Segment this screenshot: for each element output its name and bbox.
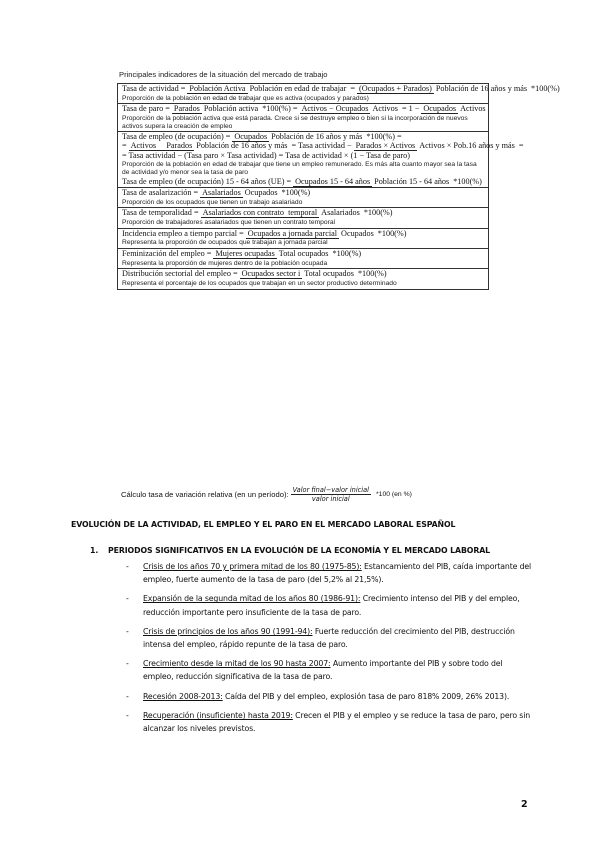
indicators-figure [117, 70, 560, 290]
employment-rate-formula: Tasa de empleo (de ocupación) = Ocupados Población de 16 años y más *100(%) = [122, 132, 402, 142]
part-time-block [118, 229, 488, 249]
formula-box [117, 83, 560, 290]
salaried-rate-description: Proporción de los ocupados que tienen un trabajo asalariado [122, 198, 303, 206]
salaried-rate-block [118, 188, 488, 208]
section-title: PERIODOS SIGNIFICATIVOS EN LA EVOLUCIÓN DE LA ECONOMÍA Y EL MERCADO LABORAL [108, 546, 491, 555]
part-time-formula: Incidencia empleo a tiempo parcial = Ocupados a jornada parcial Ocupados *100(%) [122, 228, 407, 238]
unemployment-rate-formula: Tasa de paro = Parados Población activa *100(%) = Activos − Ocupados Activos = 1 − Ocupados Activos [122, 104, 486, 114]
unemployment-rate-description: Proporción de la población activa que está parada. Crece si se destruye empleo o bien si la incorporación de nuevos activos supera la creación de empleo [122, 114, 468, 130]
feminization-formula: Feminización del empleo = Mujeres ocupadas Total ocupados *100(%) [122, 249, 362, 259]
activity-fraction-2: (Ocupados + Parados) Población de 16 años y más [359, 84, 528, 93]
temporality-rate-block [118, 208, 488, 228]
section-number: 1. [90, 546, 99, 555]
employment-rate-expansion: = Activos Parados Población de 16 años y más = Tasa actividad − Parados × Activos Activos × Pob.16 años y más = [122, 140, 524, 150]
variation-rate-label: Cálculo tasa de variación relativa (en un período): [121, 490, 289, 499]
temporality-rate-formula: Tasa de temporalidad = Asalariados con contrato temporal Asalariados *100(%) [122, 208, 393, 218]
list-item: - Crecimiento desde la mitad de los 90 hasta 2007: Aumento importante del PIB y sobre todo del empleo, reducción significativa de la tasa de paro. [126, 659, 503, 682]
feminization-block [118, 249, 488, 269]
employment-rate-description: Proporción de la población en edad de trabajar que tiene un empleo remunerado. Es más alta cuanto mayor sea la tasa de actividad y/o menor sea la tasa de paro [122, 161, 477, 176]
sectoral-formula: Distribución sectorial del empleo = Ocupados sector i Total ocupados *100(%) [122, 269, 387, 279]
list-item: - Crisis de principios de los años 90 (1991-94): Fuerte reducción del crecimiento del PIB, destrucción intensa del empleo, rápido repunte de la tasa de paro. [126, 626, 515, 650]
sectoral-block [118, 269, 488, 288]
sectoral-description: Representa el porcentaje de los ocupados que trabajan en un sector productivo determinado [122, 280, 397, 288]
list-item: - Recesión 2008-2013: Caída del PIB y del empleo, explosión tasa de paro 818% 2009, 26% 2013). [126, 691, 510, 701]
activity-fraction-1: Población Activa Población en edad de trabajar [189, 84, 347, 93]
employment-rate-block [118, 132, 524, 188]
activity-rate-label: Tasa de actividad = [122, 84, 186, 93]
feminization-description: Representa la proporción de mujeres dentro de la población ocupada [122, 259, 328, 267]
activity-rate-block [118, 84, 560, 104]
periods-list [126, 560, 534, 741]
temporality-rate-description: Proporción de trabajadores asalariados que tienen un contrato temporal [122, 219, 336, 227]
salaried-rate-formula: Tasa de asalarización = Asalariados Ocupados *100(%) [122, 188, 311, 198]
list-item: - Recuperación (insuficiente) hasta 2019: Crecen el PIB y el empleo y se reduce la tasa de paro, pero sin alcanzar los niveles previstos. [126, 710, 531, 734]
variation-rate-formula: Cálculo tasa de variación relativa (en un período): $\frac{\text{Valor final−valor inicial}}{\text{valor inicial}}$ *100 (en %) [121, 486, 412, 503]
list-item: - Crisis de los años 70 y primera mitad de los 80 (1975-85): Estancamiento del PIB, caída importante del empleo, fuerte aumento de la tasa de paro (del 5,2% al 21,5%). [126, 562, 532, 585]
list-item: - Expansión de la segunda mitad de los años 80 (1986-91): Crecimiento intenso del PIB y del empleo, reducción importante pero insuficiente de la tasa de paro. [126, 594, 520, 617]
unemployment-rate-block [118, 104, 488, 132]
part-time-description: Representa la proporción de ocupados que trabajan a jornada parcial [122, 239, 328, 247]
chapter-heading: EVOLUCIÓN DE LA ACTIVIDAD, EL EMPLEO Y EL PARO EN EL MERCADO LABORAL ESPAÑOL [71, 520, 456, 529]
employment-rate-ue-formula: Tasa de empleo (de ocupación) 15 - 64 años (UE) = Ocupados 15 - 64 años Población 15 - 64 años *100(%) [122, 176, 482, 186]
page-number: 2 [521, 799, 528, 810]
activity-rate-description: Proporción de la población en edad de trabajar que es activa (ocupados y parados) [122, 94, 369, 102]
employment-rate-identity: = Tasa actividad − (Tasa paro × Tasa actividad) = Tasa de actividad × (1 − Tasa de paro) [122, 150, 410, 160]
figure-title: Principales indicadores de la situación del mercado de trabajo [119, 70, 328, 79]
activity-rate-formula: Tasa de actividad = Población Activa Población en edad de trabajar = (Ocupados + Parados) Población de 16 años y más *100(%) [122, 84, 560, 93]
variation-rate-fraction: $\frac{\text{Valor final−valor inicial}}{\text{valor inicial}}$ [292, 486, 370, 503]
